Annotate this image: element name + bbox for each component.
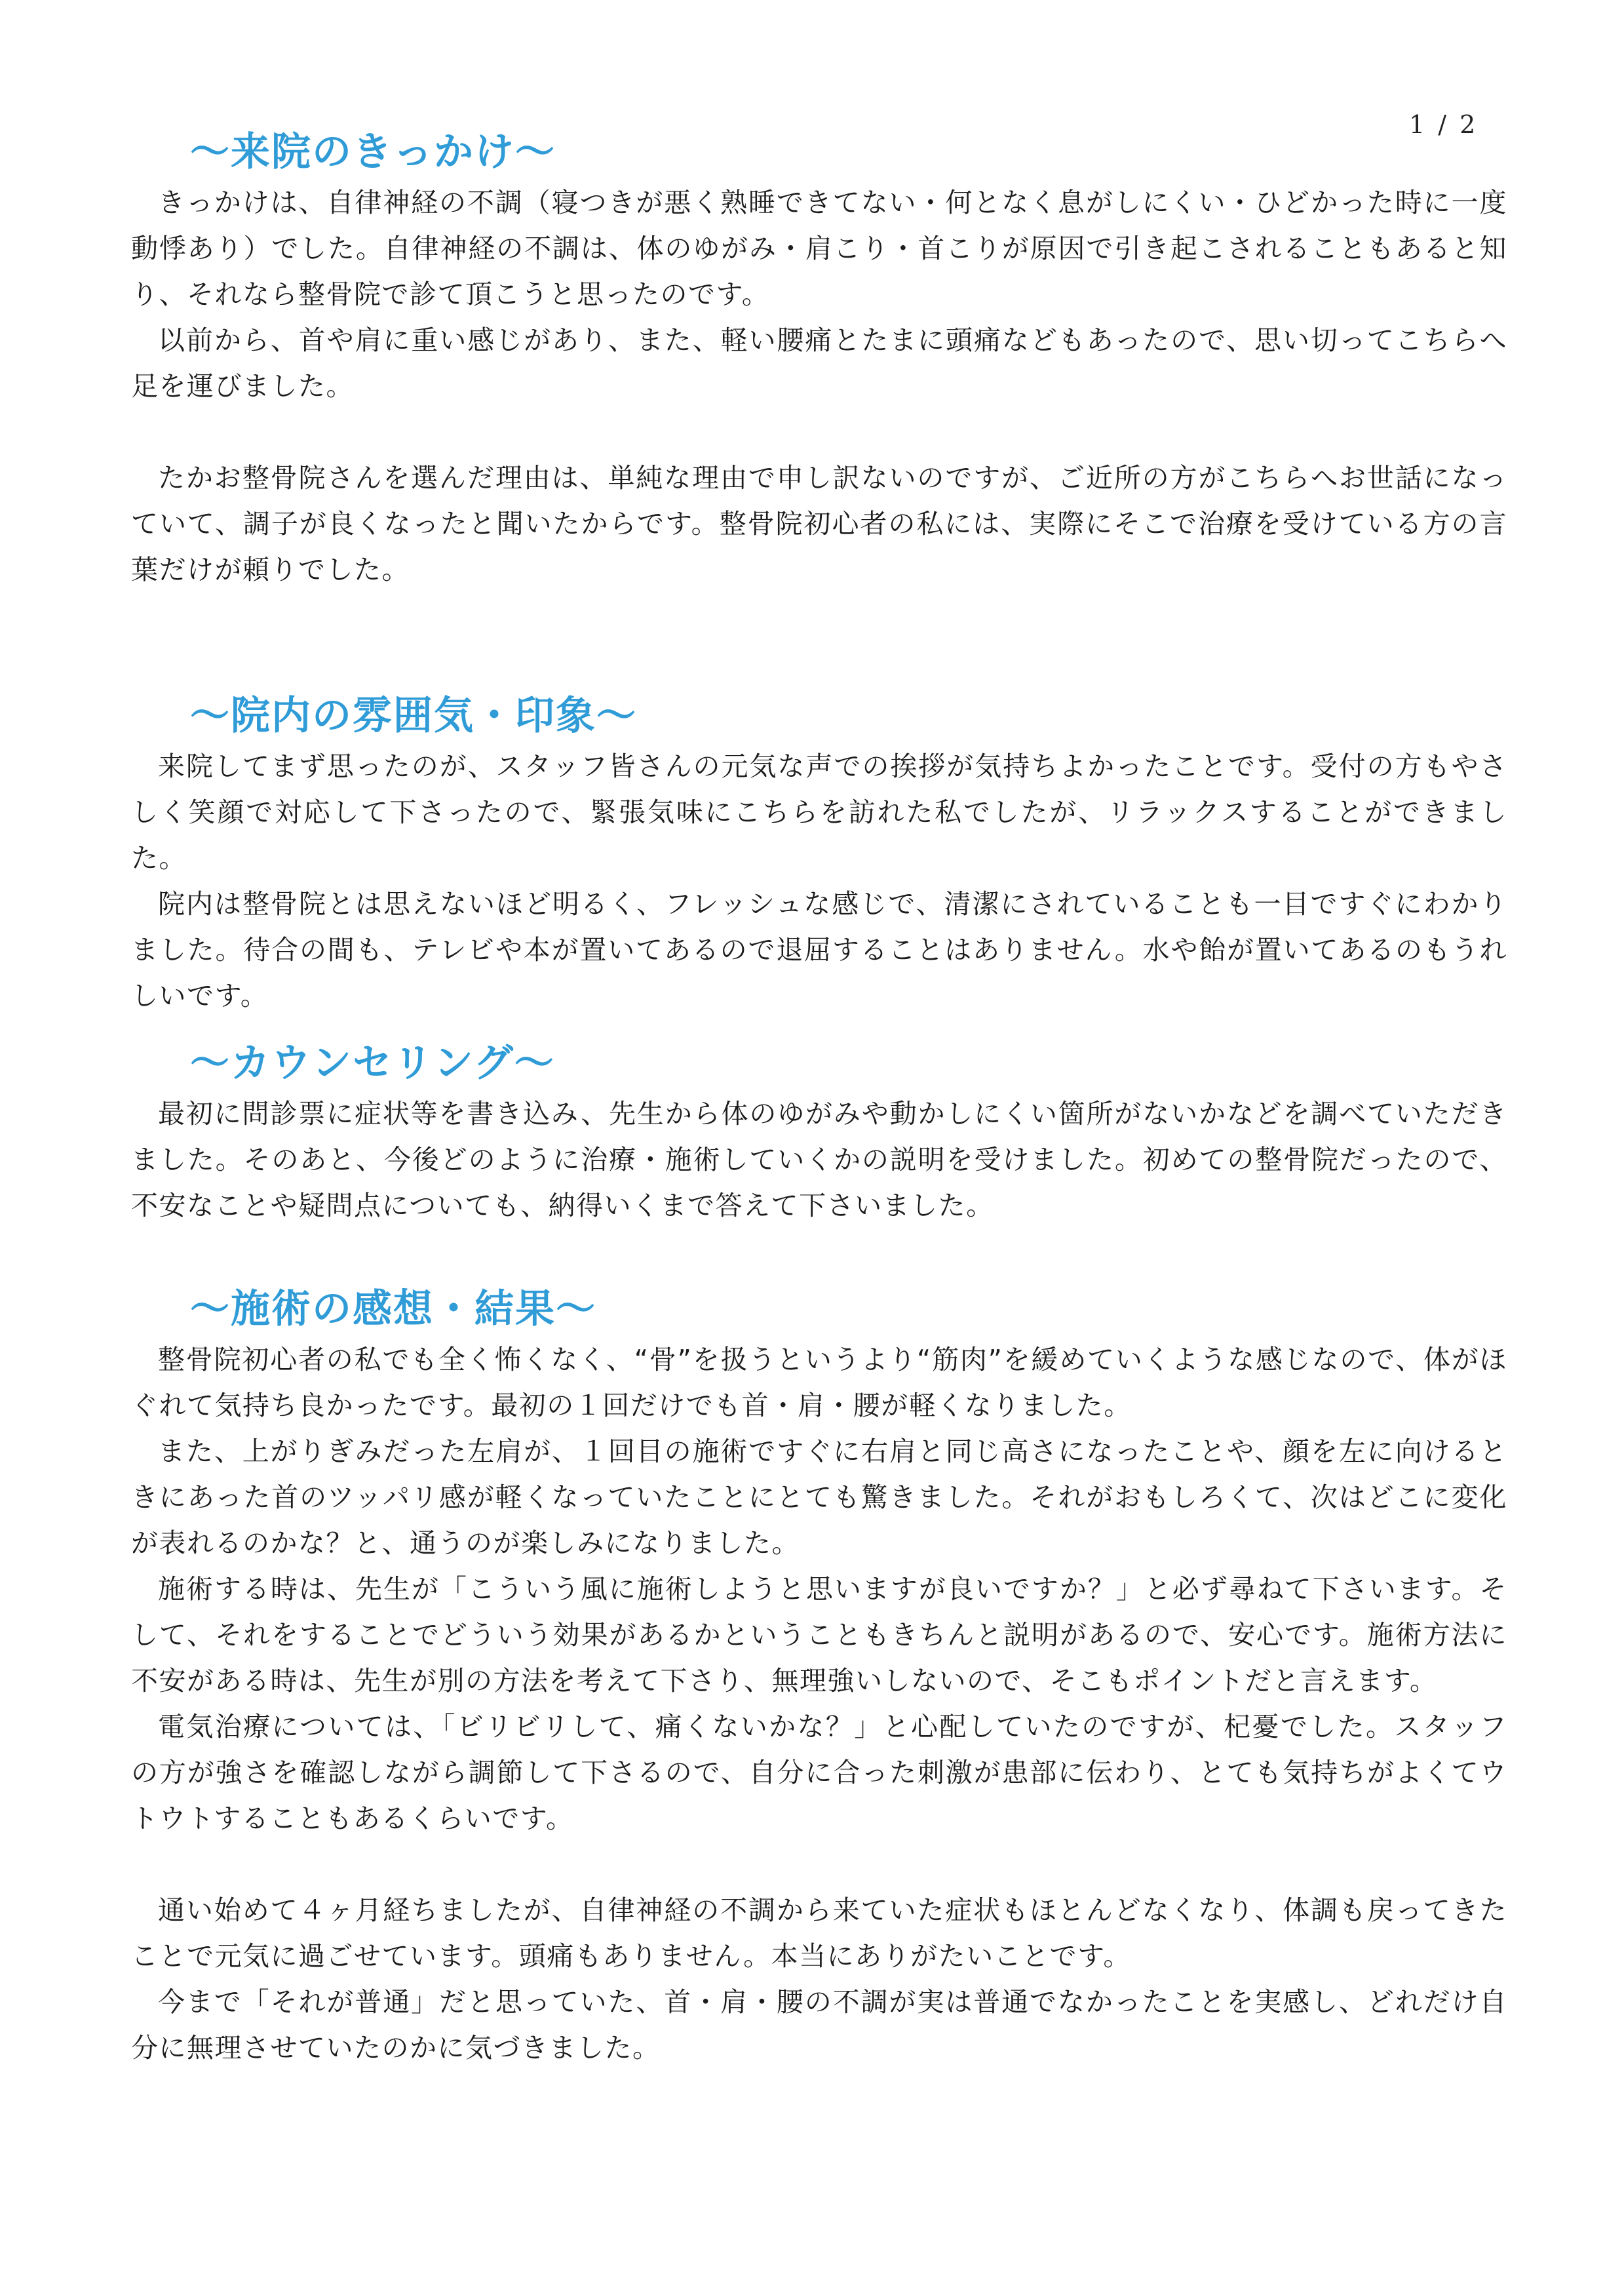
- section-treatment-results: [131, 1282, 1507, 2071]
- page-number: 1 / 2: [1409, 110, 1479, 139]
- paragraph: 整骨院初心者の私でも全く怖くなく、“骨”を扱うというより“筋肉”を緩めていくような感じなので、体がほぐれて気持ち良かったです。最初の１回だけでも首・肩・腰が軽くなりました。: [131, 1344, 1507, 1421]
- section-visit-reason: [131, 125, 1507, 593]
- paragraph: 院内は整骨院とは思えないほど明るく、フレッシュな感じで、清潔にされていることも一目ですぐにわかりました。待合の間も、テレビや本が置いてあるので退屈することはありません。水や飴が置いてあるのもうれしいです。: [131, 888, 1507, 1011]
- paragraph: 通い始めて４ヶ月経ちましたが、自律神経の不調から来ていた症状もほとんどなくなり、体調も戻ってきたことで元気に過ごせています。頭痛もありません。本当にありがたいことです。: [131, 1894, 1507, 1972]
- paragraph: 来院してまず思ったのが、スタッフ皆さんの元気な声での挨拶が気持ちよかったことです。受付の方もやさしく笑顔で対応して下さったので、緊張気味にこちらを訪れた私でしたが、リラックスすることができました。: [131, 751, 1507, 874]
- paragraph: きっかけは、自律神経の不調（寝つきが悪く熟睡できてない・何となく息がしにくい・ひどかった時に一度動悸あり）でした。自律神経の不調は、体のゆがみ・肩こり・首こりが原因で引き起こされることもあると知り、それなら整骨院で診て頂こうと思ったのです。: [131, 187, 1507, 310]
- section-atmosphere: [131, 688, 1507, 1019]
- paragraph: 以前から、首や肩に重い感じがあり、また、軽い腰痛とたまに頭痛などもあったので、思い切ってこちらへ足を運びました。: [131, 324, 1507, 402]
- section-heading: ～施術の感想・結果～: [190, 1286, 596, 1332]
- section-heading: ～来院のきっかけ～: [190, 129, 556, 175]
- section-heading: ～院内の雰囲気・印象～: [190, 693, 637, 739]
- paragraph: また、上がりぎみだった左肩が、１回目の施術ですぐに右肩と同じ高さになったことや、顔を左に向けるときにあった首のツッパリ感が軽くなっていたことにとても驚きました。それがおもしろくて、次はどこに変化が表れるのかな？と、通うのが楽しみになりました。: [131, 1436, 1507, 1559]
- section-counseling: [131, 1036, 1507, 1228]
- paragraph: 最初に問診票に症状等を書き込み、先生から体のゆがみや動かしにくい箇所がないかなどを調べていただきました。そのあと、今後どのように治療・施術していくかの説明を受けました。初めての整骨院だったので、不安なことや疑問点についても、納得いくまで答えて下さいました。: [131, 1098, 1507, 1221]
- paragraph: 電気治療については、「ビリビリして、痛くないかな？」と心配していたのですが、杞憂でした。スタッフの方が強さを確認しながら調節して下さるので、自分に合った刺激が患部に伝わり、とても気持ちがよくてウトウトすることもあるくらいです。: [131, 1711, 1507, 1834]
- paragraph-gap: [131, 409, 1507, 455]
- paragraph: 施術する時は、先生が「こういう風に施術しようと思いますが良いですか？」と必ず尋ねて下さいます。そして、それをすることでどういう効果があるかということもきちんと説明があるので、安心です。施術方法に不安がある時は、先生が別の方法を考えて下さり、無理強いしないので、そこもポイントだと言えます。: [131, 1573, 1507, 1697]
- paragraph: たかお整骨院さんを選んだ理由は、単純な理由で申し訳ないのですが、ご近所の方がこちらへお世話になっていて、調子が良くなったと聞いたからです。整骨院初心者の私には、実際にそこで治療を受けている方の言葉だけが頼りでした。: [131, 462, 1507, 585]
- section-heading: ～カウンセリング～: [190, 1040, 555, 1086]
- paragraph: 今まで「それが普通」だと思っていた、首・肩・腰の不調が実は普通でなかったことを実感し、どれだけ自分に無理させていたのかに気づきました。: [131, 1986, 1507, 2064]
- paragraph-gap: [131, 1841, 1507, 1887]
